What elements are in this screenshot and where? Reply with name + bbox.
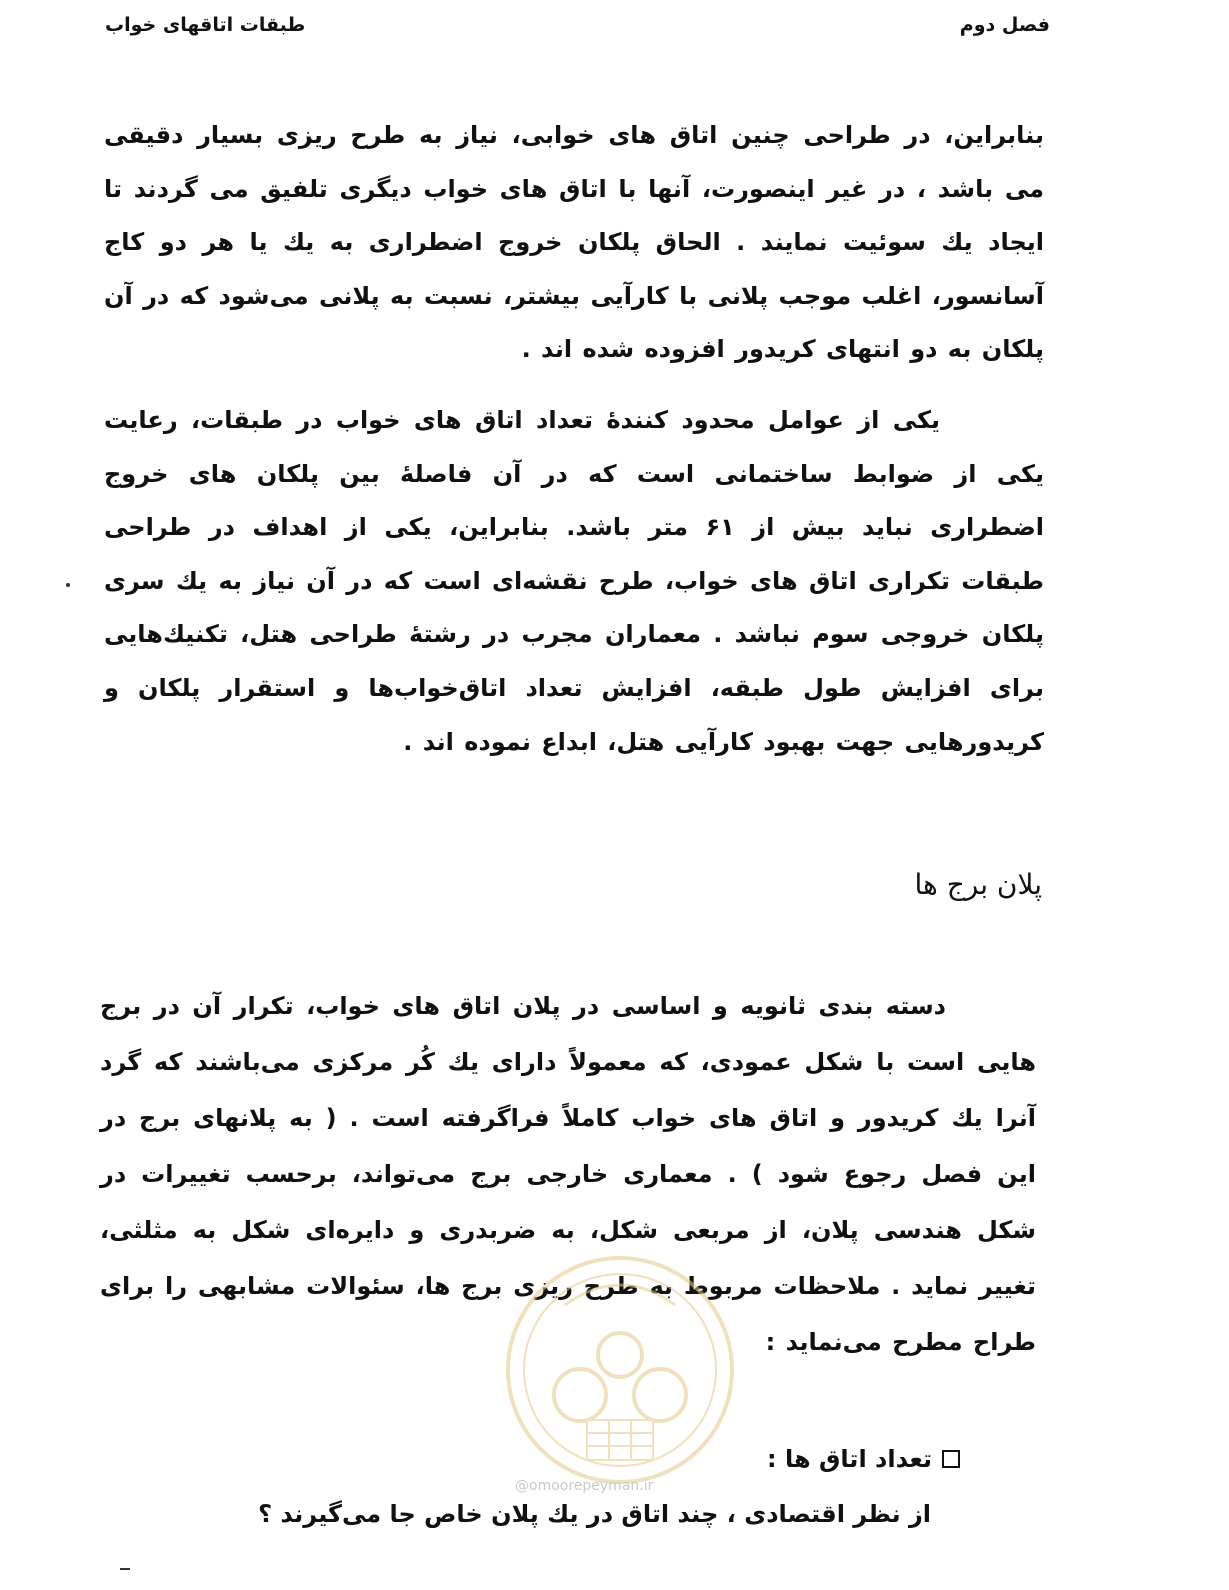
- section-heading: پلان برج ها: [914, 868, 1042, 901]
- body-paragraph-1: بنابراین، در طراحی چنین اتاق های خوابی، نیاز به طرح ریزی بسیار دقیقی می باشد ، در غیر اینصورت، آنها با اتاق های خواب دیگری تلفیق می گردند تا ایجاد یك سوئیت نمایند . الحاق پلکان خروج اضطراری به یك یا هر دو کاج آسانسور، اغلب موجب پلانی با کارآیی بیشتر، نسبت به پلانی می‌شود که در آن پلکان به دو انتهای کریدور افزوده شده اند .: [104, 121, 1044, 364]
- checkbox-square-icon: [942, 1450, 960, 1468]
- watermark-seal-icon: [495, 1245, 745, 1495]
- header-chapter-label: فصل دوم: [959, 14, 1050, 36]
- checklist-question: از نظر اقتصادی ، چند اتاق در یك پلان خاص جا می‌گیرند ؟: [258, 1500, 931, 1528]
- checklist-item-label: تعداد اتاق ها :: [767, 1445, 932, 1473]
- section-paragraph: دسته بندی ثانویه و اساسی در پلان اتاق های خواب، تکرار آن در برج هایی است با شکل عمودی، که معمولاً دارای یك کُر مرکزی می‌باشند که گرد آنرا یك کریدور و اتاق های خواب کاملاً فراگرفته است . ( به پلانهای برج در این فصل رجوع شود ) . معماری خارجی برج می‌تواند، برحسب تغییرات در شکل هندسی پلان، از مربعی شکل، به ضربدری و دایره‌ای شکل به مثلثی، تغییر نماید . ملاحظات مربوط به طرح ریزی برج ها، سئوالات مشابهی را برای طراح مطرح می‌نماید :: [100, 992, 1036, 1356]
- margin-mark: [120, 1568, 130, 1570]
- running-header: [105, 14, 1050, 48]
- margin-dot: [66, 583, 70, 587]
- body-paragraph-2: یکی از عوامل محدود کنندهٔ تعداد اتاق های خواب در طبقات، رعایت یکی از ضوابط ساختمانی است که در آن فاصلهٔ بین پلکان های خروج اضطراری نباید بیش از ۶۱ متر باشد. بنابراین، یکی از اهداف در طراحی طبقات تکراری اتاق های خواب، طرح نقشه‌ای است که در آن نیاز به یك سری پلکان خروجی سوم نباشد . معماران مجرب در رشتهٔ طراحی هتل، تکنیك‌هایی برای افزایش طول طبقه، افزایش تعداد اتاق‌خواب‌ها و استقرار پلکان و کریدورهایی جهت بهبود کارآیی هتل، ابداع نموده اند .: [104, 406, 1044, 756]
- watermark-url: @omoorepeyman.ir: [515, 1478, 654, 1494]
- header-section-title: طبقات اتاقهای خواب: [105, 14, 306, 36]
- checklist-item: [767, 1445, 960, 1473]
